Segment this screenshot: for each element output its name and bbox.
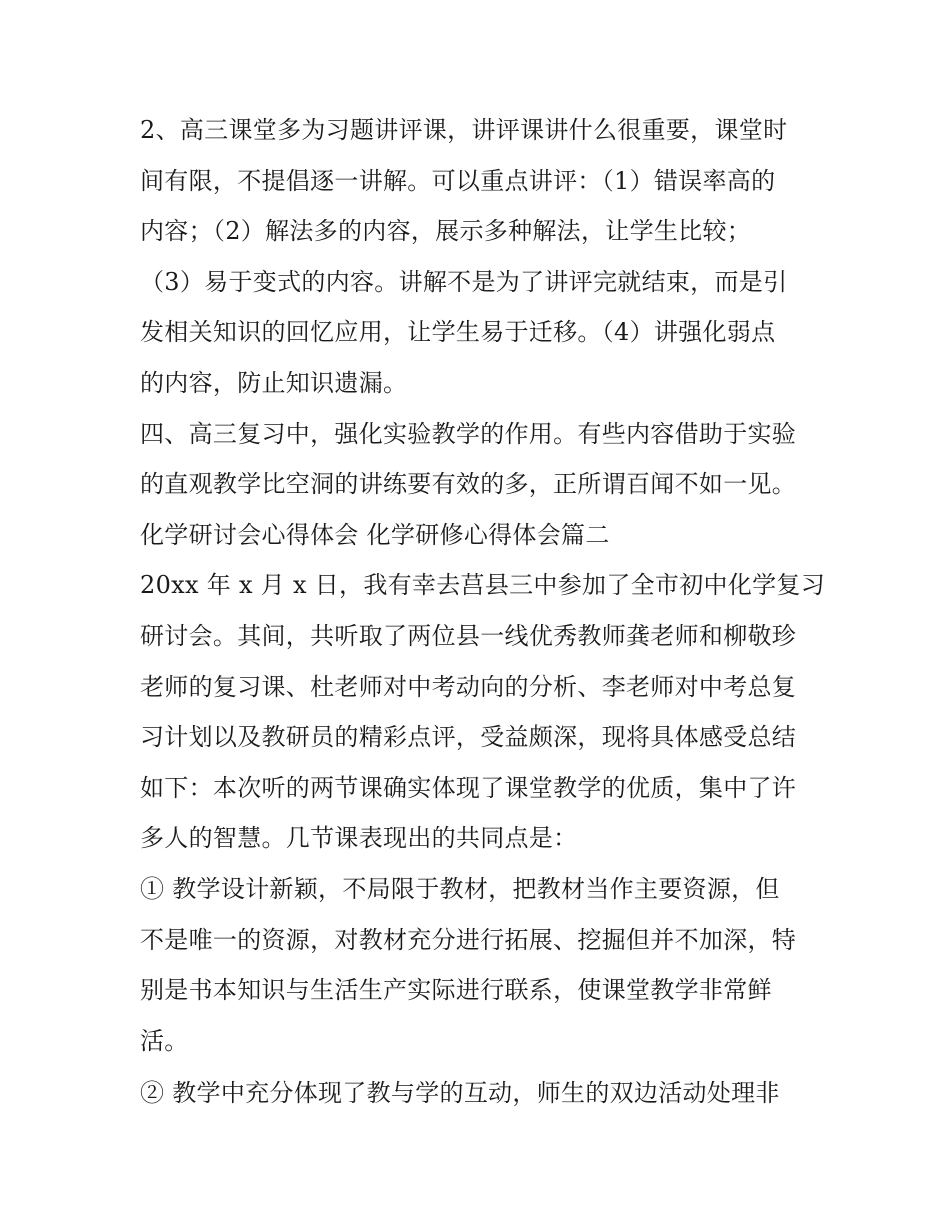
text-line: 多人的智慧。几节课表现出的共同点是： (140, 824, 578, 852)
text-line: 不是唯一的资源，对教材充分进行拓展、挖掘但并不加深，特 (140, 926, 797, 954)
text-line: 发相关知识的回忆应用，让学生易于迁移。（4）讲强化弱点 (140, 318, 776, 346)
text-line: 的直观教学比空洞的讲练要有效的多，正所谓百闻不如一见。 (140, 470, 797, 498)
text-line: 研讨会。其间，共听取了两位县一线优秀教师龚老师和柳敬珍 (140, 622, 797, 650)
list-item-line: ① 教学设计新颖，不局限于教材，把教材当作主要资源，但 (140, 875, 780, 903)
text-line: 活。 (140, 1027, 189, 1055)
text-line: 老师的复习课、杜老师对中考动向的分析、李老师对中考总复 (140, 673, 797, 701)
text-line: 习计划以及教研员的精彩点评，受益颇深，现将具体感受总结 (140, 723, 797, 751)
section-heading: 四、高三复习中，强化实验教学的作用。有些内容借助于实验 (140, 420, 797, 448)
text-line: 内容；（2）解法多的内容，展示多种解法，让学生比较； (140, 217, 752, 245)
text-line: （3）易于变式的内容。讲解不是为了讲评完就结束，而是引 (140, 268, 788, 296)
list-item-line: ② 教学中充分体现了教与学的互动，师生的双边活动处理非 (140, 1079, 780, 1107)
text-line: 2、高三课堂多为习题讲评课，讲评课讲什么很重要，课堂时 (140, 116, 788, 144)
article-title: 化学研讨会心得体会 化学研修心得体会篇二 (140, 521, 610, 549)
text-line: 如下：本次听的两节课确实体现了课堂教学的优质，集中了许 (140, 774, 797, 802)
text-line: 别是书本知识与生活生产实际进行联系，使课堂教学非常鲜 (140, 976, 772, 1004)
text-line: 间有限，不提倡逐一讲解。可以重点讲评：（1）错误率高的 (140, 167, 776, 195)
text-line: 的内容，防止知识遗漏。 (140, 369, 408, 397)
text-line: 20xx 年 x 月 x 日，我有幸去莒县三中参加了全市初中化学复习 (140, 571, 826, 599)
